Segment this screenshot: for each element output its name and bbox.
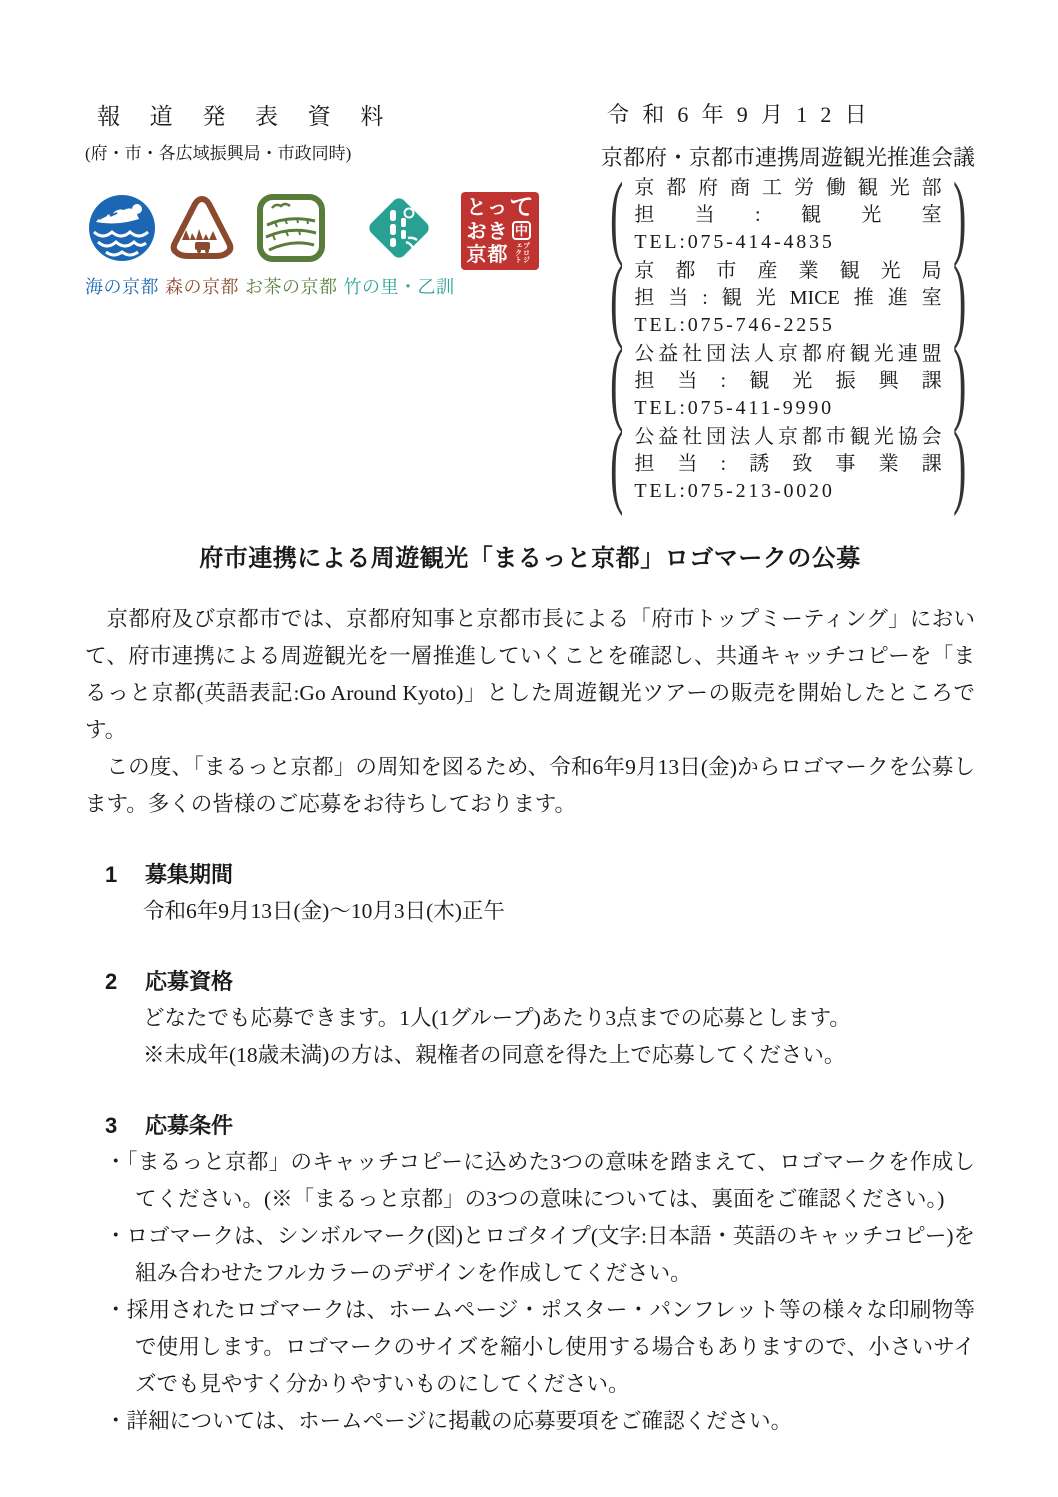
section-number: 2	[105, 969, 118, 994]
bracket-right: )	[952, 163, 966, 268]
badge-bamboo-otokuni	[344, 192, 455, 299]
contact-block-4	[601, 412, 975, 517]
bracket-left: (	[610, 163, 624, 268]
bracket-left: (	[610, 329, 624, 434]
bracket-right: )	[952, 246, 966, 351]
totteoki-kyoto-icon	[461, 192, 539, 270]
header-left	[85, 98, 563, 299]
badge-label: 竹の里・乙訓	[343, 277, 455, 297]
contact-role: 担当:観光振興課	[634, 370, 942, 392]
contact-org: 公益社団法人京都府観光連盟	[634, 343, 942, 365]
section-heading: 応募条件	[145, 1113, 234, 1138]
contact-tel: TEL:075-411-9990	[634, 397, 834, 419]
contact-org: 公益社団法人京都市観光協会	[634, 426, 942, 448]
sea-of-kyoto-icon	[86, 192, 158, 269]
contact-tel: TEL:075-213-0020	[634, 480, 835, 502]
paragraph-1: 京都府及び京都市では、京都府知事と京都市長による「府市トップミーティング」において、府市連携による周遊観光を一層推進していくことを確認し、共通キャッチコピーを「まるっと京都(英語表記:Go Around Kyoto)」とした周遊観光ツアーの販売を開始したところです。	[85, 607, 975, 742]
tea-of-kyoto-icon	[255, 192, 327, 269]
badge-totteoki-kyoto	[461, 192, 539, 270]
doc-note: (府・市・各広域振興局・市政同時)	[85, 144, 352, 163]
contact-org: 京都市産業観光局	[634, 260, 942, 282]
bracket-left: (	[610, 246, 624, 351]
page-title: 府市連携による周遊観光「まるっと京都」ロゴマークの公募	[199, 545, 861, 572]
body-text	[85, 601, 975, 823]
condition-item: ・詳細については、ホームページに掲載の応募要項をご確認ください。	[105, 1409, 793, 1433]
condition-item: ・採用されたロゴマークは、ホームページ・ポスター・パンフレット等の様々な印刷物等で使用します。ロゴマークのサイズを縮小し使用する場合もありますので、小さいサイズでも見やすく分かりやすいものにしてください。	[105, 1298, 975, 1396]
section-number: 1	[105, 862, 118, 887]
section-heading: 応募資格	[145, 969, 234, 994]
contact-role: 担当:観光室	[634, 204, 942, 226]
section-number: 3	[105, 1113, 118, 1138]
contact-block-2	[601, 246, 975, 351]
badge-sea-of-kyoto	[85, 192, 159, 299]
contact-block-3	[601, 329, 975, 434]
header	[85, 98, 976, 517]
bamboo-otokuni-icon	[363, 192, 435, 269]
bracket-right: )	[952, 329, 966, 434]
contact-role: 担当:誘致事業課	[634, 453, 942, 475]
doc-type-label: 報 道 発 表 資 料	[97, 104, 396, 129]
release-date: 令和6年9月12日	[607, 102, 880, 127]
badge-label: 海の京都	[85, 277, 159, 297]
totteoki-text: とっ おき 京都	[466, 197, 509, 266]
contact-tel: TEL:075-414-4835	[634, 231, 835, 253]
section-recruitment-period	[85, 856, 975, 930]
totteoki-side: て 中 プロジェクト	[510, 197, 534, 266]
contact-org: 京都府商工労働観光部	[634, 177, 942, 199]
contact-role: 担当:観光MICE推進室	[634, 287, 942, 309]
region-logo-row	[85, 192, 563, 299]
section-eligibility	[85, 963, 975, 1074]
council-name: 京都府・京都市連携周遊観光推進会議	[601, 145, 976, 170]
badge-label: お茶の京都	[245, 277, 338, 297]
badge-label: 森の京都	[165, 277, 239, 297]
contact-tel: TEL:075-746-2255	[634, 314, 835, 336]
condition-item: ・「まるっと京都」のキャッチコピーに込めた3つの意味を踏まえて、ロゴマークを作成してください。(※「まるっと京都」の3つの意味については、裏面をご確認ください。)	[105, 1150, 975, 1211]
contact-block-1	[601, 163, 975, 268]
section-line: どなたでも応募できます。1人(1グループ)あたり3点までの応募とします。	[143, 1006, 851, 1030]
forest-of-kyoto-icon	[166, 192, 238, 269]
bracket-left: (	[610, 412, 624, 517]
section-heading: 募集期間	[145, 862, 234, 887]
header-right	[601, 98, 976, 517]
section-line: 令和6年9月13日(金)〜10月3日(木)正午	[143, 899, 505, 923]
project-label: プロジェクト	[514, 242, 530, 263]
badge-forest-of-kyoto	[165, 192, 239, 299]
naka-mark: 中	[512, 221, 531, 240]
badge-tea-of-kyoto	[245, 192, 338, 299]
section-conditions	[85, 1107, 975, 1440]
paragraph-2: この度、「まるっと京都」の周知を図るため、令和6年9月13日(金)からロゴマークを公募します。多くの皆様のご応募をお待ちしております。	[85, 755, 975, 816]
condition-item: ・ロゴマークは、シンボルマーク(図)とロゴタイプ(文字:日本語・英語のキャッチコピー)を組み合わせたフルカラーのデザインを作成してください。	[105, 1224, 975, 1285]
bracket-right: )	[952, 412, 966, 517]
section-line: ※未成年(18歳未満)の方は、親権者の同意を得た上で応募してください。	[143, 1043, 846, 1067]
